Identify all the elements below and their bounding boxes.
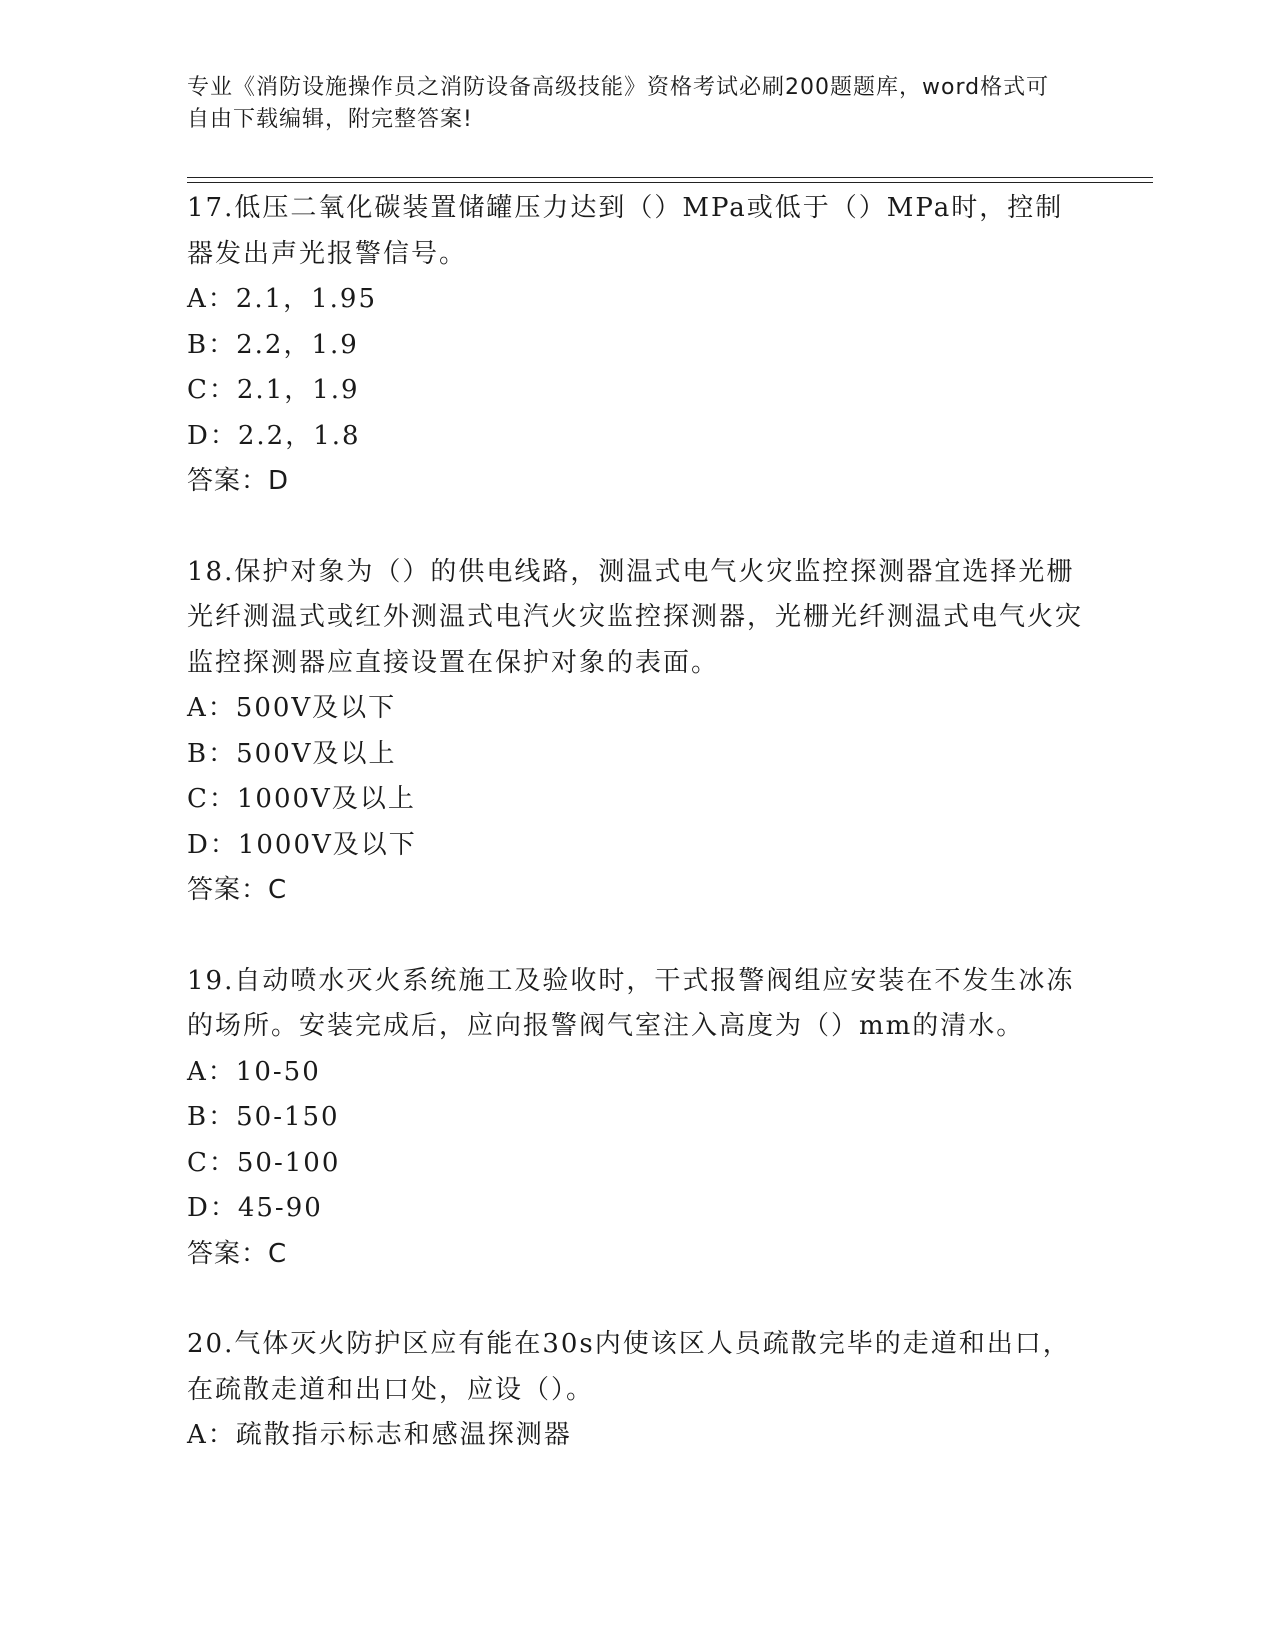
option-b: B：500V及以上	[187, 738, 397, 769]
option-a: A：疏散指示标志和感温探测器	[187, 1420, 572, 1450]
question-stem: 20.气体灭火防护区应有能在30s内使该区人员疏散完毕的走道和出口，在疏散走道和出口处，应设（）。	[187, 1329, 1071, 1405]
option-d: D：1000V及以下	[187, 829, 417, 860]
header-divider-bottom	[187, 182, 1153, 183]
question-17	[187, 186, 1087, 505]
option-d: D：45-90	[187, 1193, 323, 1223]
header-divider-top	[187, 177, 1153, 178]
option-c: C：50-100	[187, 1147, 341, 1178]
option-b: B：50-150	[187, 1102, 340, 1132]
option-a: A：2.1，1.95	[187, 284, 378, 314]
option-a: A：10-50	[187, 1056, 321, 1087]
option-c: C：2.1，1.9	[187, 375, 360, 405]
question-20	[187, 1322, 1087, 1459]
question-19	[187, 959, 1087, 1278]
option-a: A：500V及以下	[187, 693, 397, 723]
option-c: C：1000V及以上	[187, 784, 416, 814]
answer: 答案：D	[187, 466, 290, 496]
document-header: 专业《消防设施操作员之消防设备高级技能》资格考试必刷200题题库，word格式可自由下载编辑，附完整答案!	[187, 75, 1050, 132]
question-stem: 18.保护对象为（）的供电线路，测温式电气火灾监控探测器宜选择光栅光纤测温式或红外测温式电汽火灾监控探测器，光栅光纤测温式电气火灾监控探测器应直接设置在保护对象的表面。	[187, 556, 1084, 678]
option-b: B：2.2，1.9	[187, 329, 359, 360]
answer: 答案：C	[187, 875, 288, 905]
question-18	[187, 550, 1087, 914]
question-stem: 17.低压二氧化碳装置储罐压力达到（）MPa或低于（）MPa时，控制器发出声光报警信号。	[187, 193, 1064, 269]
answer: 答案：C	[187, 1238, 288, 1269]
question-list	[187, 186, 1087, 1504]
option-d: D：2.2，1.8	[187, 420, 361, 451]
question-stem: 19.自动喷水灭火系统施工及验收时，干式报警阀组应安装在不发生冰冻的场所。安装完成后，应向报警阀气室注入高度为（）mm的清水。	[187, 965, 1075, 1041]
